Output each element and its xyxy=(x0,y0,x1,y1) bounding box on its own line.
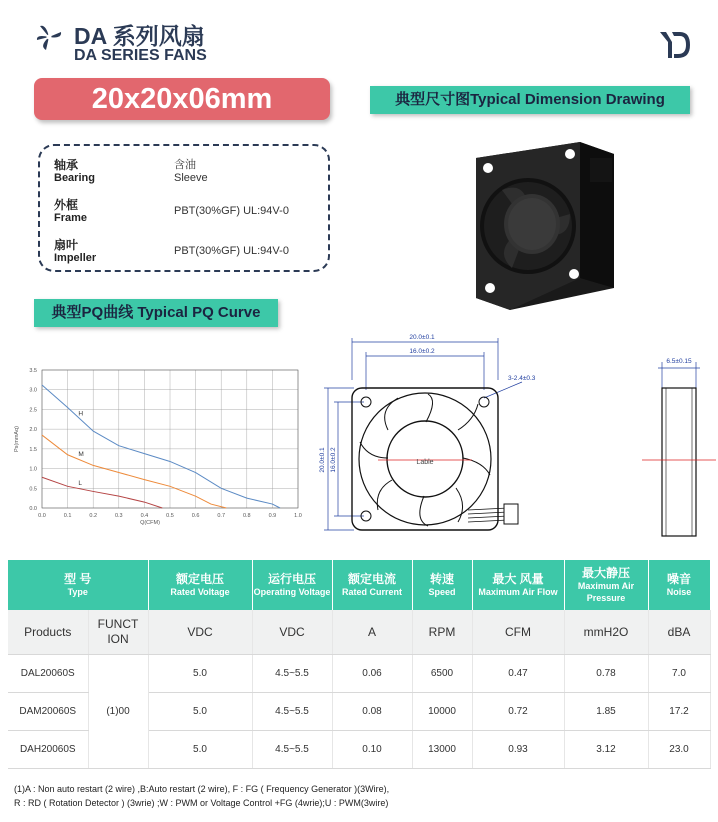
pressure-cell: 1.85 xyxy=(564,692,648,730)
unit-noise: dBA xyxy=(648,610,710,654)
operating-voltage-cell: 4.5~5.5 xyxy=(252,654,332,692)
current-cell: 0.06 xyxy=(332,654,412,692)
model-cell: DAL20060S xyxy=(8,654,88,692)
spec-row-impeller xyxy=(54,236,324,270)
header xyxy=(34,16,334,66)
x-tick-label: 0.7 xyxy=(217,513,226,519)
y-tick-label: 2.0 xyxy=(29,427,37,434)
y-tick-label: 0.5 xyxy=(29,486,37,493)
dim-height-inner: 16.0±0.2 xyxy=(330,447,337,473)
spec-row-bearing xyxy=(54,156,324,190)
spec-value-cn: 含油 xyxy=(174,159,196,171)
unit-function: FUNCT ION xyxy=(88,610,148,654)
x-tick-label: 0.3 xyxy=(114,513,123,519)
pq-curve-chart xyxy=(8,362,308,532)
unit-rated-voltage: VDC xyxy=(148,610,252,654)
spec-label-cn: 轴承 xyxy=(54,158,79,172)
x-tick-label: 0.5 xyxy=(166,513,174,519)
unit-pressure: mmH2O xyxy=(564,610,648,654)
unit-current: A xyxy=(332,610,412,654)
unit-speed: RPM xyxy=(412,610,472,654)
front-dimension-drawing xyxy=(318,330,536,540)
page-title-cn: DA 系列风扇 xyxy=(74,23,205,49)
dim-height-outer: 20.0±0.1 xyxy=(319,447,326,473)
y-tick-label: 3.5 xyxy=(29,368,37,374)
rated-voltage-cell: 5.0 xyxy=(148,654,252,692)
header-rated-voltage: 额定电压 Rated Voltage xyxy=(148,560,252,610)
unit-airflow: CFM xyxy=(472,610,564,654)
header-rated-current: 额定电流 Rated Current xyxy=(332,560,412,610)
dim-hole: 3-2.4±0.3 xyxy=(508,375,536,382)
series-label-m: M xyxy=(78,451,84,459)
header-max-pressure: 最大静压 Maximum Air Pressure xyxy=(564,560,648,610)
noise-cell: 23.0 xyxy=(648,730,710,768)
speed-cell: 6500 xyxy=(412,654,472,692)
dimension-drawing-banner: 典型尺寸图Typical Dimension Drawing xyxy=(370,86,690,114)
x-tick-label: 0.9 xyxy=(268,513,277,519)
size-banner: 20x20x06mm xyxy=(34,78,330,120)
unit-operating-voltage: VDC xyxy=(252,610,332,654)
header-speed: 转速 Speed xyxy=(412,560,472,610)
yd-brand-icon xyxy=(658,28,692,62)
operating-voltage-cell: 4.5~5.5 xyxy=(252,692,332,730)
x-tick-label: 0.8 xyxy=(242,513,251,519)
dim-width-outer: 20.0±0.1 xyxy=(409,334,435,341)
header-type: 型 号 Type xyxy=(8,560,148,610)
spec-value-en: Sleeve xyxy=(174,172,208,184)
footnote xyxy=(14,782,714,810)
table-row xyxy=(8,654,710,692)
series-label-l: L xyxy=(78,479,83,487)
pressure-cell: 0.78 xyxy=(564,654,648,692)
y-tick-label: 3.0 xyxy=(29,387,37,394)
x-tick-label: 0.2 xyxy=(89,513,98,519)
x-tick-label: 0.4 xyxy=(140,513,149,519)
spec-label-cn: 外框 xyxy=(54,198,79,212)
pq-curve-banner: 典型PQ曲线 Typical PQ Curve xyxy=(34,299,278,327)
fan-label-text: Lable xyxy=(416,459,434,466)
series-line-m xyxy=(42,435,226,508)
y-tick-label: 0.0 xyxy=(29,506,37,512)
y-tick-label: 1.5 xyxy=(29,446,37,453)
table-header-row xyxy=(8,560,710,610)
fan-product-image xyxy=(462,138,620,324)
noise-cell: 7.0 xyxy=(648,654,710,692)
footnote-line-1: (1)A : Non auto restart (2 wire) ,B:Auto restart (2 wire), F : FG ( Frequency Generator )(3Wire), xyxy=(14,784,390,794)
y-tick-label: 1.0 xyxy=(29,466,37,473)
series-label-h: H xyxy=(78,410,84,418)
page-title-en: DA SERIES FANS xyxy=(74,47,207,64)
x-tick-label: 0.0 xyxy=(38,513,46,519)
header-max-airflow: 最大 风量 Maximum Air Flow xyxy=(472,560,564,610)
x-tick-label: 0.6 xyxy=(191,513,200,519)
speed-cell: 13000 xyxy=(412,730,472,768)
function-cell: (1)00 xyxy=(88,654,148,768)
y-axis-label: Ps(mmAq) xyxy=(14,426,20,452)
series-line-h xyxy=(42,385,280,508)
rated-voltage-cell: 5.0 xyxy=(148,692,252,730)
pressure-cell: 3.12 xyxy=(564,730,648,768)
fan-logo-icon xyxy=(34,22,64,52)
rated-voltage-cell: 5.0 xyxy=(148,730,252,768)
spec-label-en: Impeller xyxy=(54,252,97,264)
speed-cell: 10000 xyxy=(412,692,472,730)
noise-cell: 17.2 xyxy=(648,692,710,730)
airflow-cell: 0.72 xyxy=(472,692,564,730)
x-tick-label: 0.1 xyxy=(63,513,72,519)
header-noise: 噪音 Noise xyxy=(648,560,710,610)
footnote-line-2: R : RD ( Rotation Detector ) (3wrie) ;W : PWM or Voltage Control +FG (4wrie);U : PWM(3wire) xyxy=(14,798,389,808)
units-row xyxy=(8,610,710,654)
x-tick-label: 1.0 xyxy=(294,513,302,519)
current-cell: 0.08 xyxy=(332,692,412,730)
header-operating-voltage: 运行电压 Operating Voltage xyxy=(252,560,332,610)
dim-width-inner: 16.0±0.2 xyxy=(409,348,435,355)
spec-table xyxy=(8,560,711,769)
spec-box xyxy=(38,144,330,272)
airflow-cell: 0.93 xyxy=(472,730,564,768)
side-dimension-drawing xyxy=(640,352,716,542)
y-tick-label: 2.5 xyxy=(29,407,37,414)
spec-row-frame xyxy=(54,196,324,230)
spec-label-en: Bearing xyxy=(54,172,95,184)
dim-thickness: 6.5±0.15 xyxy=(666,358,692,365)
x-axis-label: Q(CFM) xyxy=(140,520,160,526)
spec-value: PBT(30%GF) UL:94V-0 xyxy=(174,245,289,257)
model-cell: DAH20060S xyxy=(8,730,88,768)
spec-label-en: Frame xyxy=(54,212,88,224)
airflow-cell: 0.47 xyxy=(472,654,564,692)
unit-products: Products xyxy=(8,610,88,654)
spec-label-cn: 扇叶 xyxy=(54,238,79,252)
model-cell: DAM20060S xyxy=(8,692,88,730)
operating-voltage-cell: 4.5~5.5 xyxy=(252,730,332,768)
current-cell: 0.10 xyxy=(332,730,412,768)
spec-value: PBT(30%GF) UL:94V-0 xyxy=(174,205,289,217)
